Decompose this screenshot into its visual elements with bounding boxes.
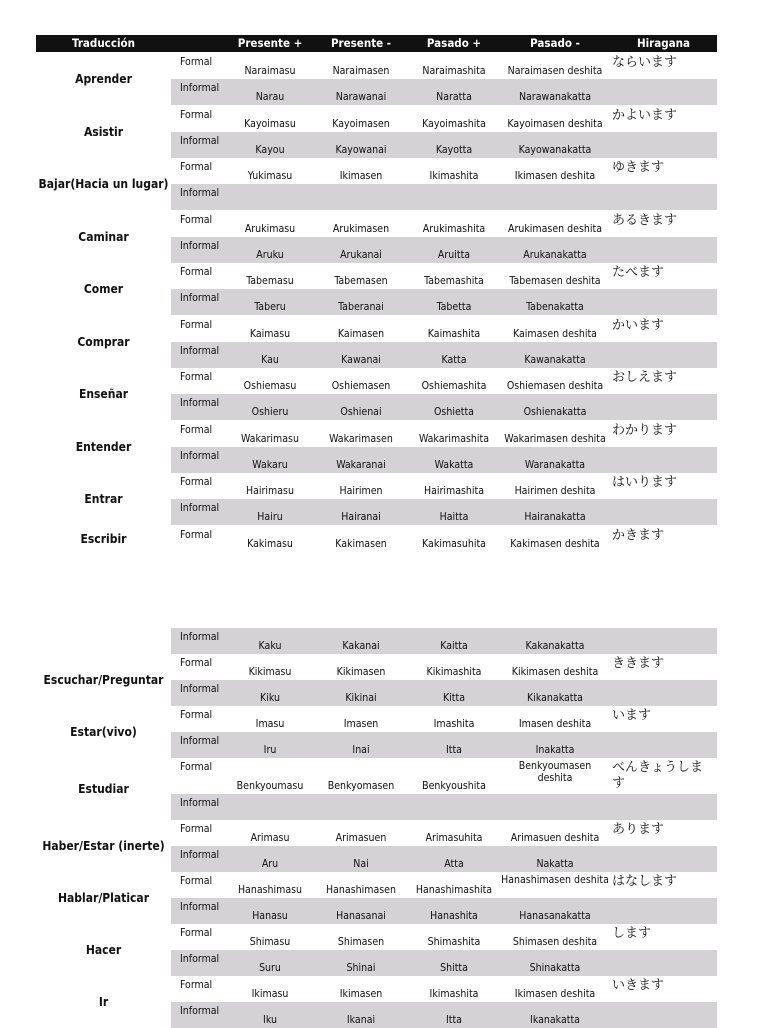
- verb-name: Comer: [83, 282, 124, 296]
- conjugation-cell: Kayotta: [435, 143, 473, 156]
- conjugation-cell: Katta: [441, 353, 467, 366]
- conjugation-cell: Kikinai: [345, 692, 377, 704]
- table-row: [36, 526, 717, 552]
- table-row: [36, 732, 717, 758]
- conjugation-cell: Wakatta: [434, 458, 474, 471]
- conjugation-cell: Kakanai: [342, 640, 380, 652]
- conjugation-cell: Oshietta: [434, 406, 474, 418]
- conjugation-cell: Hanashimasen deshita: [501, 874, 609, 886]
- conjugation-cell: Naraimasen deshita: [507, 65, 603, 77]
- conjugation-cell: Narau: [255, 91, 285, 103]
- table-row: [36, 628, 717, 654]
- conjugation-cell: Hanashimashita: [415, 884, 493, 896]
- conjugation-cell: Kaimashita: [427, 327, 481, 340]
- conjugation-cell: Imasen deshita: [518, 718, 592, 730]
- table-row: [36, 368, 717, 394]
- conjugation-cell: Oshiemasen: [331, 380, 391, 392]
- header-present-positive: Presente +: [237, 36, 303, 50]
- register-label: Formal: [180, 709, 213, 721]
- conjugation-cell: Kaimasen deshita: [513, 327, 597, 340]
- conjugation-cell: Kikimasen deshita: [511, 666, 599, 678]
- register-label: Informal: [180, 187, 220, 199]
- conjugation-cell: Wakarimashita: [418, 432, 490, 445]
- conjugation-table-top: [36, 35, 717, 566]
- table-row: [36, 237, 717, 263]
- conjugation-cell: Arukimashita: [422, 222, 486, 235]
- conjugation-cell: Kaku: [258, 640, 282, 652]
- conjugation-cell: Kayowanakatta: [518, 143, 592, 156]
- table-row: [36, 976, 717, 1002]
- conjugation-cell: Kayoimashita: [422, 117, 486, 130]
- register-label: Formal: [180, 213, 213, 226]
- table-row: [36, 872, 717, 898]
- conjugation-cell: Hairanai: [341, 511, 381, 523]
- table-row: [36, 898, 717, 924]
- conjugation-cell: Taberanai: [338, 301, 384, 313]
- conjugation-cell: Oshiemasu: [243, 380, 297, 392]
- conjugation-cell: Kayoimasu: [244, 117, 296, 130]
- conjugation-cell: Kaitta: [440, 640, 468, 652]
- conjugation-cell: Tabemasen: [334, 275, 388, 287]
- conjugation-cell: Wakarimasu: [241, 432, 299, 445]
- verb-name: Caminar: [78, 229, 129, 244]
- table-row: [36, 421, 717, 447]
- verb-name: Asistir: [83, 124, 124, 139]
- table-row: [36, 316, 717, 342]
- conjugation-cell: Arimasuhita: [425, 832, 483, 844]
- table-row: [36, 447, 717, 473]
- conjugation-cell: Nakatta: [536, 858, 574, 870]
- table-row: [36, 106, 717, 132]
- register-label: Informal: [180, 953, 220, 965]
- conjugation-cell: Kikimasu: [248, 666, 292, 678]
- verb-name: Hacer: [85, 943, 122, 957]
- conjugation-cell: Shinai: [346, 962, 376, 974]
- conjugation-cell: Arukimasen: [332, 222, 390, 235]
- conjugation-cell: Shitta: [440, 962, 468, 974]
- conjugation-cell: Waranakatta: [524, 458, 586, 471]
- conjugation-cell: Arimasuen deshita: [510, 832, 600, 844]
- conjugation-cell: Itta: [446, 1014, 462, 1026]
- conjugation-cell: Imasen: [343, 718, 379, 730]
- verb-name: Escuchar/Preguntar: [43, 673, 164, 687]
- conjugation-cell: Tabetta: [436, 301, 472, 313]
- conjugation-cell: Wakarimasen deshita: [504, 432, 606, 445]
- conjugation-cell: Oshiemasen deshita: [506, 380, 604, 392]
- hiragana-cell: かいます: [612, 317, 665, 333]
- conjugation-cell: Naraimasu: [244, 65, 296, 77]
- conjugation-cell: Arukanakatta: [523, 248, 587, 261]
- conjugation-cell: Shimashita: [427, 936, 481, 948]
- conjugation-cell: Hairimashita: [423, 485, 485, 497]
- register-label: Informal: [180, 1005, 220, 1017]
- conjugation-cell: Hairanakatta: [524, 511, 586, 523]
- hiragana-cell: たべます: [612, 265, 665, 280]
- conjugation-cell: Oshieru: [251, 406, 289, 418]
- conjugation-cell: Kau: [261, 353, 279, 366]
- conjugation-cell: Narawanai: [335, 91, 387, 103]
- table-row: [36, 654, 717, 680]
- table-row: [36, 1002, 717, 1028]
- conjugation-cell: Hanasanai: [336, 910, 386, 922]
- hiragana-cell: あります: [612, 822, 665, 837]
- conjugation-cell: Ikimasu: [251, 988, 289, 1000]
- register-label: Informal: [180, 397, 220, 409]
- conjugation-cell: Benkyoushita: [422, 780, 486, 792]
- conjugation-cell: Shimasu: [249, 936, 291, 948]
- verb-name: Entender: [75, 439, 132, 454]
- conjugation-cell: Kawanakatta: [524, 353, 586, 366]
- verb-name: Enseñar: [78, 387, 129, 401]
- conjugation-cell: Kayowanai: [335, 143, 387, 156]
- conjugation-cell: Hairimen: [339, 485, 383, 497]
- conjugation-cell: Tabemasu: [246, 275, 294, 287]
- conjugation-cell: Arukimasu: [244, 222, 296, 235]
- register-label: Informal: [180, 239, 220, 252]
- conjugation-cell: Taberu: [254, 301, 286, 313]
- register-label: Informal: [180, 849, 220, 861]
- conjugation-cell: Shimasen: [337, 936, 385, 948]
- hiragana-cell: かよいます: [612, 107, 678, 123]
- register-label: Formal: [180, 161, 213, 173]
- conjugation-cell: Kakimasu: [247, 537, 293, 550]
- conjugation-cell: Kikanakatta: [527, 692, 583, 704]
- hiragana-cell: します: [612, 926, 652, 941]
- conjugation-cell: Itta: [446, 744, 462, 756]
- register-label: Formal: [180, 56, 213, 68]
- table-row: [36, 263, 717, 289]
- conjugation-cell: Atta: [444, 858, 464, 870]
- table-row: [36, 473, 717, 499]
- table-row: [36, 184, 717, 210]
- conjugation-cell: Kawanai: [341, 353, 381, 366]
- conjugation-table-bottom: [36, 628, 717, 1024]
- conjugation-cell: Oshiemashita: [421, 380, 487, 392]
- table-row: [36, 499, 717, 525]
- conjugation-cell: Suru: [259, 962, 281, 974]
- hiragana-cell: ききます: [612, 656, 665, 671]
- conjugation-cell: Hanashita: [430, 910, 478, 922]
- conjugation-cell: Yukimasu: [247, 170, 293, 182]
- conjugation-cell: Kikimashita: [426, 666, 482, 678]
- conjugation-cell: Kakimasen: [335, 537, 387, 550]
- register-label: Formal: [180, 108, 213, 121]
- table-header: [36, 35, 717, 52]
- row-background: [171, 184, 717, 210]
- conjugation-cell: Inai: [352, 744, 370, 756]
- conjugation-cell: Inakatta: [535, 744, 575, 756]
- conjugation-cell: Shimasen deshita: [512, 936, 598, 948]
- conjugation-cell: Oshienakatta: [523, 406, 587, 418]
- verb-name: Escribir: [80, 531, 127, 546]
- conjugation-cell: Nai: [353, 858, 369, 870]
- conjugation-cell: Kikimasen: [336, 666, 386, 678]
- conjugation-cell: Ikanai: [346, 1014, 376, 1026]
- conjugation-cell: Hanasu: [252, 910, 288, 922]
- hiragana-cell: わかります: [612, 422, 678, 438]
- conjugation-cell: Ikimasen deshita: [514, 170, 596, 182]
- conjugation-cell: Ikimasen: [339, 170, 383, 182]
- conjugation-cell: Hairimen deshita: [514, 485, 596, 497]
- table-row: [36, 706, 717, 732]
- conjugation-cell: Aruitta: [437, 248, 471, 261]
- conjugation-cell: Hairu: [257, 511, 283, 523]
- conjugation-cell: Ikimashita: [429, 988, 479, 1000]
- table-row: [36, 53, 717, 79]
- hiragana-cell: かきます: [612, 527, 665, 543]
- conjugation-cell: Ikimasen: [339, 988, 383, 1000]
- conjugation-cell: Naratta: [436, 91, 472, 103]
- conjugation-cell: Aru: [261, 858, 279, 870]
- conjugation-cell: Tabemasen deshita: [509, 275, 601, 287]
- register-label: Informal: [180, 683, 220, 695]
- conjugation-cell: Kaimasu: [249, 327, 291, 340]
- conjugation-cell: Wakaranai: [336, 458, 386, 471]
- conjugation-cell: Haitta: [439, 511, 469, 523]
- conjugation-cell: Hanashimasu: [237, 884, 303, 896]
- row-background: [171, 794, 717, 820]
- conjugation-cell: Hanasanakatta: [519, 910, 591, 922]
- register-label: Informal: [180, 735, 220, 747]
- conjugation-cell: Narawanakatta: [518, 91, 592, 103]
- register-label: Formal: [180, 927, 213, 939]
- register-label: Formal: [180, 979, 213, 991]
- conjugation-cell: Ikanakatta: [530, 1014, 580, 1026]
- register-label: Formal: [180, 318, 213, 331]
- hiragana-cell: ゆきます: [612, 160, 665, 175]
- table-row: [36, 79, 717, 105]
- conjugation-cell: Kayoimasen: [332, 117, 390, 130]
- conjugation-cell: Arimasuen: [335, 832, 387, 844]
- conjugation-cell: Wakarimasen: [329, 432, 393, 445]
- table-row: [36, 211, 717, 237]
- conjugation-cell: Kakimasen deshita: [510, 537, 600, 550]
- verb-name: Comprar: [77, 334, 130, 349]
- hiragana-cell: べんきょうします: [612, 760, 704, 791]
- conjugation-cell: Benkyoumasu: [236, 780, 304, 792]
- register-label: Formal: [180, 423, 213, 436]
- conjugation-cell: Aruku: [256, 248, 284, 261]
- conjugation-cell: Kayou: [255, 143, 285, 156]
- hiragana-cell: あるきます: [612, 212, 678, 228]
- verb-name: Ir: [98, 995, 109, 1009]
- verb-name: Haber/Estar (inerte): [42, 839, 165, 853]
- conjugation-cell: Iku: [263, 1014, 277, 1026]
- verb-name: Estar(vivo): [70, 725, 137, 739]
- conjugation-cell: Oshienai: [340, 406, 382, 418]
- conjugation-cell: Ikimashita: [429, 170, 479, 182]
- hiragana-cell: います: [612, 708, 652, 723]
- conjugation-cell: Ikimasen deshita: [514, 988, 596, 1000]
- verb-name: Entrar: [84, 492, 123, 506]
- conjugation-cell: Wakaru: [252, 458, 288, 471]
- register-label: Formal: [180, 371, 213, 383]
- conjugation-cell: Naraimasen: [332, 65, 390, 77]
- hiragana-cell: はなします: [612, 874, 678, 889]
- register-label: Informal: [180, 631, 220, 643]
- register-label: Informal: [180, 502, 220, 514]
- conjugation-cell: Kayoimasen deshita: [507, 117, 603, 130]
- conjugation-cell: Hairimasu: [246, 485, 294, 497]
- register-label: Informal: [180, 134, 220, 147]
- conjugation-cell: Tabemashita: [424, 275, 484, 287]
- header-past-negative: Pasado -: [530, 36, 580, 50]
- header-past-positive: Pasado +: [426, 36, 482, 50]
- verb-name: Bajar(Hacia un lugar): [38, 177, 169, 191]
- conjugation-cell: Kakimasuhita: [422, 537, 486, 550]
- register-label: Formal: [180, 823, 213, 835]
- table-row: [36, 924, 717, 950]
- table-row: [36, 680, 717, 706]
- verb-name: Hablar/Platicar: [57, 891, 150, 905]
- hiragana-cell: ならいます: [612, 55, 678, 70]
- conjugation-cell: Shinakatta: [529, 962, 581, 974]
- conjugation-cell: Arukimasen deshita: [508, 222, 602, 235]
- register-label: Informal: [180, 82, 220, 94]
- register-label: Informal: [180, 344, 220, 357]
- table-row: [36, 289, 717, 315]
- table-row: [36, 158, 717, 184]
- conjugation-cell: Benkyoumasen deshita: [518, 760, 592, 784]
- hiragana-cell: はいります: [612, 475, 678, 490]
- conjugation-cell: Kakanakatta: [525, 640, 585, 652]
- conjugation-cell: Kaimasen: [337, 327, 385, 340]
- register-label: Formal: [180, 657, 213, 669]
- register-label: Formal: [180, 476, 213, 488]
- register-label: Informal: [180, 449, 220, 462]
- conjugation-cell: Arimasu: [250, 832, 290, 844]
- register-label: Informal: [180, 797, 220, 809]
- hiragana-cell: おしえます: [612, 370, 678, 385]
- conjugation-cell: Kiku: [260, 692, 280, 704]
- verb-name: Aprender: [75, 72, 132, 86]
- conjugation-cell: Benkyomasen: [327, 780, 395, 792]
- verb-name: Estudiar: [78, 782, 129, 796]
- table-row: [36, 950, 717, 976]
- conjugation-cell: Hanashimasen: [326, 884, 396, 896]
- header-hiragana: Hiragana: [636, 36, 691, 50]
- conjugation-cell: Naraimashita: [422, 65, 486, 77]
- register-label: Formal: [180, 761, 213, 773]
- table-row: [36, 846, 717, 872]
- register-label: Formal: [180, 528, 213, 541]
- conjugation-cell: Arukanai: [340, 248, 382, 261]
- register-label: Formal: [180, 875, 213, 887]
- header-translation: Traducción: [72, 36, 135, 50]
- header-present-negative: Presente -: [330, 36, 392, 50]
- table-row: [36, 394, 717, 420]
- conjugation-cell: Kitta: [442, 692, 465, 704]
- conjugation-cell: Iru: [263, 744, 277, 756]
- register-label: Formal: [180, 266, 213, 278]
- register-label: Informal: [180, 292, 220, 304]
- table-row: [36, 758, 717, 794]
- table-row: [36, 342, 717, 368]
- table-row: [36, 132, 717, 158]
- hiragana-cell: いきます: [612, 978, 665, 993]
- conjugation-cell: Tabenakatta: [526, 301, 584, 313]
- register-label: Informal: [180, 901, 220, 913]
- conjugation-cell: Imashita: [433, 718, 475, 730]
- table-row: [36, 820, 717, 846]
- conjugation-cell: Imasu: [255, 718, 285, 730]
- table-row: [36, 794, 717, 820]
